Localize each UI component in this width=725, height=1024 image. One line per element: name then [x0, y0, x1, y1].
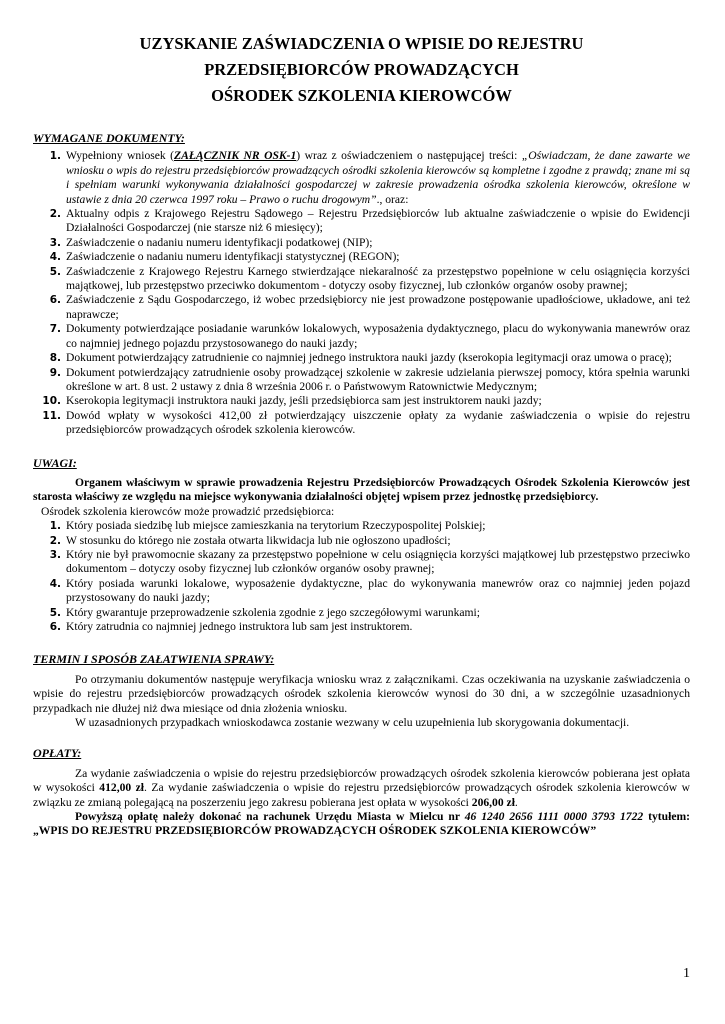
list-item-number: 2.: [49, 534, 61, 547]
payment-text-b: tytułem: „WPIS DO REJESTRU PRZEDSIĘBIORCÓW PROWADZĄCYCH OŚRODEK SZKOLENIA KIEROWCÓW”: [33, 810, 690, 838]
list-item: [33, 620, 690, 634]
list-item: [33, 534, 690, 548]
list-item: [33, 207, 690, 236]
fees-text-c: .: [514, 795, 518, 809]
list-item-text: Zaświadczenie z Sądu Gospodarczego, iż wobec przedsiębiorcy nie jest prowadzone postępowanie upadłościowe, układowe, ani też naprawcze;: [66, 293, 690, 321]
remarks-heading: UWAGI:: [33, 455, 77, 470]
list-item-number: 11.: [42, 409, 61, 422]
list-item-text: Który posiada siedzibę lub miejsce zamieszkania na terytorium Rzeczypospolitej Polskiej;: [66, 519, 486, 533]
remarks-intro: Ośrodek szkolenia kierowców może prowadzić przedsiębiorca:: [41, 504, 335, 518]
term-paragraph-2: W uzasadnionych przypadkach wnioskodawca zostanie wezwany w celu uzupełnienia lub skorygowania dokumentacji.: [75, 716, 630, 730]
item-text-pre: Wypełniony wniosek (: [66, 149, 175, 163]
list-item-number: 4.: [49, 577, 61, 590]
term-heading: TERMIN I SPOSÓB ZAŁATWIENIA SPRAWY:: [33, 652, 275, 667]
list-item: [33, 265, 690, 294]
list-item-text: Aktualny odpis z Krajowego Rejestru Sądowego – Rejestru Przedsiębiorców lub aktualne zaświadczenie o wpisie do Ewidencji Działalności Gospodarczej (nie starsze niż 6 miesięcy);: [66, 207, 690, 235]
list-item-number: 3.: [49, 548, 61, 561]
required-documents-section: [33, 131, 690, 438]
list-item-number: 4.: [49, 251, 61, 264]
list-item: [33, 519, 690, 533]
declaration-quote: „Oświadczam, że dane zawarte we wniosku o wpis do rejestru przedsiębiorców prowadzących ośrodki szkolenia kierowców są kompletne i zgodne z prawdą; znane mi są i spełniam warunki wykonywania działalności gospodarczej w zakresie prowadzenia ośrodka szkolenia kierowców, określone w ustawie z dnia 20 czerwca 1997 roku – Prawo o ruchu drogowym”: [66, 149, 690, 206]
list-item: [33, 322, 690, 351]
list-item: [33, 366, 690, 395]
required-documents-list: [33, 149, 690, 437]
list-item: [33, 351, 690, 365]
list-item-text: Zaświadczenie o nadaniu numeru identyfikacji podatkowej (NIP);: [66, 235, 373, 249]
fees-text-b: . Za wydanie zaświadczenia o wpisie do rejestru przedsiębiorców prowadzących ośrodek szkolenia kierowców w związku ze zmianą polegającą na poszerzeniu jego zakresu pobierana jest opłata w wysokości: [33, 781, 690, 809]
fee-amount-1: 412,00 zł: [99, 781, 145, 795]
document-page: [33, 31, 690, 839]
list-item: [33, 577, 690, 606]
fees-paragraph-2: [33, 810, 690, 839]
list-item-text: Który nie był prawomocnie skazany za przestępstwo popełnione w celu osiągnięcia korzyści majątkowej lub przestępstwo przeciwko dokumentom – dotyczy osoby fizycznej lub członków organów osoby prawnej;: [66, 547, 690, 576]
list-item: [33, 409, 690, 438]
list-item-number: 8.: [49, 352, 61, 365]
list-item-text: Który posiada warunki lokalowe, wyposażenie dydaktyczne, plac do wykonywania manewrów oraz co najmniej jeden pojazd przystosowany do nauki jazdy;: [66, 576, 690, 605]
list-item: [33, 250, 690, 264]
list-item-number: 5.: [49, 606, 61, 619]
list-item-text: Dokument potwierdzający zatrudnienie co najmniej jednego instruktora nauki jazdy (kserokopia legitymacji oraz umowa o pracę);: [66, 351, 672, 365]
list-item-number: 6.: [49, 294, 61, 307]
fees-paragraph-1: [33, 767, 690, 810]
term-paragraph-1: Po otrzymaniu dokumentów następuje weryfikacja wniosku wraz z załącznikami. Czas oczekiwania na uzyskanie zaświadczenia o wpisie do rejestru przedsiębiorców prowadzących ośrodek szkolenia kierowców wynosi do 30 dni, a w szczególnie uzasadnionych przypadkach nie dłużej niż dwa miesiące od dnia złożenia wniosku.: [33, 672, 690, 715]
list-item-number: 10.: [42, 395, 61, 408]
fees-heading: OPŁATY:: [33, 746, 82, 761]
list-item-text: Zaświadczenie o nadaniu numeru identyfikacji statystycznej (REGON);: [66, 250, 400, 264]
fees-section: [33, 746, 690, 838]
list-item-text: Dokumenty potwierdzające posiadanie warunków lokalowych, wyposażenia dydaktycznego, placu do wykonywania manewrów oraz co najmniej jednego pojazdu przystosowanego do nauki jazdy;: [66, 322, 690, 350]
list-item-text: Który zatrudnia co najmniej jednego instruktora lub sam jest instruktorem.: [66, 620, 413, 633]
title-line-1: UZYSKANIE ZAŚWIADCZENIA O WPISIE DO REJESTRU: [139, 34, 584, 53]
list-item-text: Dokument potwierdzający zatrudnienie osoby prowadzącej szkolenie w zakresie udzielania pierwszej pomocy, która spełnia warunki określone w art. 8 ust. 2 ustawy z dnia 8 września 2006 r. o Państwowym Ratownictwie Medycznym;: [66, 365, 690, 393]
remarks-list: [33, 519, 690, 634]
list-item-number: 3.: [49, 236, 61, 249]
list-item-number: 1.: [49, 150, 61, 163]
list-item: [33, 293, 690, 322]
list-item-text: Kserokopia legitymacji instruktora nauki jazdy, jeśli przedsiębiorca sam jest instruktorem nauki jazdy;: [66, 394, 542, 408]
list-item-number: 1.: [49, 520, 61, 533]
required-documents-heading: WYMAGANE DOKUMENTY:: [33, 131, 185, 145]
list-item-number: 6.: [49, 621, 61, 633]
list-item: [33, 394, 690, 408]
page-number: 1: [683, 966, 690, 981]
document-title: [33, 31, 690, 109]
competent-authority-paragraph: Organem właściwym w sprawie prowadzenia Rejestru Przedsiębiorców Prowadzących Ośrodek Szkolenia Kierowców jest starosta właściwy ze względu na miejsce wykonywania działalności objętej wpisem przez jednostkę przedsiębiorcy.: [33, 475, 690, 504]
payment-text-a: Powyższą opłatę należy dokonać na rachunek Urzędu Miasta w Mielcu nr: [75, 810, 465, 824]
list-item-text: W stosunku do którego nie została otwarta likwidacja lub nie ogłoszono upadłości;: [66, 533, 451, 547]
term-section: [33, 652, 690, 730]
list-item: [33, 236, 690, 250]
list-item-number: 7.: [49, 323, 61, 336]
list-item-text: Dowód wpłaty w wysokości 412,00 zł potwierdzający uiszczenie opłaty za wydanie zaświadczenia o wpisie do rejestru przedsiębiorców prowadzących ośrodek szkolenia kierowców.: [66, 408, 690, 437]
list-item: [33, 149, 690, 207]
title-line-2: PRZEDSIĘBIORCÓW PROWADZĄCYCH: [204, 60, 519, 79]
title-line-3: OŚRODEK SZKOLENIA KIEROWCÓW: [211, 86, 512, 105]
attachment-reference: ZAŁĄCZNIK NR OSK-1: [174, 149, 297, 163]
list-item: [33, 548, 690, 577]
list-item-number: 9.: [49, 366, 61, 379]
list-item-number: 5.: [49, 265, 61, 278]
bank-account-number: 46 1240 2656 1111 0000 3793 1722: [464, 810, 644, 824]
list-item: [33, 606, 690, 620]
list-item-text: Który gwarantuje przeprowadzenie szkolenia zgodnie z jego szczegółowymi warunkami;: [66, 605, 480, 619]
list-item-text: Zaświadczenie z Krajowego Rejestru Karnego stwierdzające niekaralność za przestępstwo popełnione w celu osiągnięcia korzyści majątkowej, lub przestępstwo przeciwko dokumentom - dotyczy osoby fizycznej, lub członków organów osoby prawnej;: [66, 264, 690, 293]
item-text-post: ., oraz:: [376, 192, 409, 206]
remarks-section: [33, 456, 690, 635]
list-item-number: 2.: [49, 208, 61, 221]
fees-text-a: Za wydanie zaświadczenia o wpisie do rejestru przedsiębiorców prowadzących ośrodek szkolenia kierowców pobierana jest opłata w wysokości: [33, 766, 690, 795]
fee-amount-2: 206,00 zł: [471, 795, 515, 809]
item-text-mid: ) wraz z oświadczeniem o następującej treści:: [296, 149, 522, 163]
